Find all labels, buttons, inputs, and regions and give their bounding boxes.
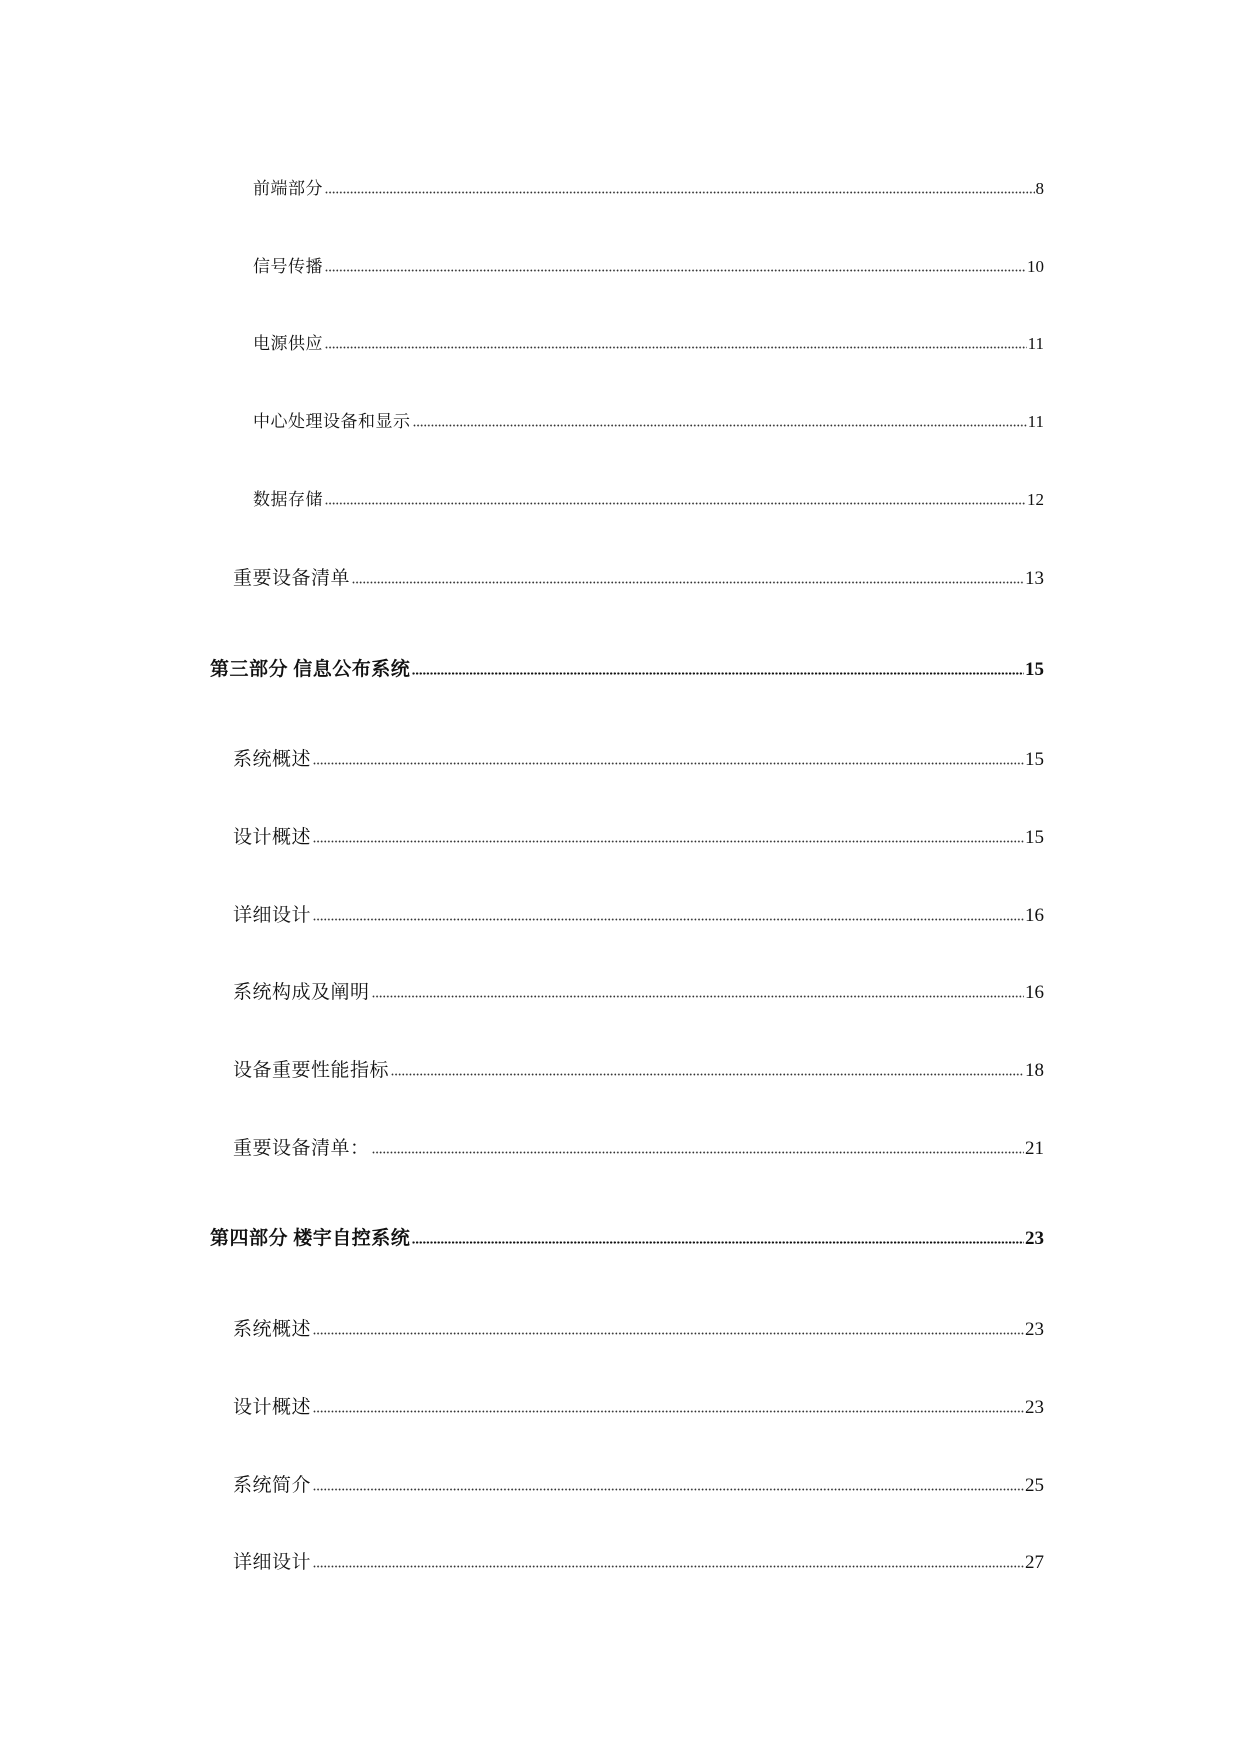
toc-entry-title: 重要设备清单 [233,568,351,589]
dot-leader [313,1565,1024,1568]
dot-leader [313,1332,1024,1335]
toc-entry-title: 第四部分 楼宇自控系统 [210,1228,411,1249]
dot-leader [391,1073,1024,1076]
toc-entry-title: 电源供应 [253,334,323,353]
toc-page-number: 15 [1025,827,1044,848]
toc-entry [233,1137,1044,1161]
toc-page-number: 23 [1025,1319,1044,1340]
toc-page-number: 21 [1025,1138,1044,1159]
toc-page-number: 27 [1025,1552,1044,1573]
toc-entry-title: 系统概述 [233,1319,312,1340]
toc-entry-title: 设计概述 [233,1397,312,1418]
toc-entry [233,826,1044,850]
toc-entry-title: 信号传播 [253,257,323,276]
toc-page-number: 15 [1025,659,1044,680]
toc-entry [253,177,1044,201]
toc-page-number: 10 [1027,257,1044,276]
toc-entry [233,904,1044,928]
toc-page-number: 11 [1027,412,1044,431]
dot-leader [325,502,1026,505]
toc-entry [233,1551,1044,1575]
toc-part-heading [210,658,1044,682]
toc-entry-title: 详细设计 [233,1552,312,1573]
toc-entry-title: 前端部分 [253,179,323,198]
toc-entry [253,410,1044,434]
dot-leader [372,1151,1024,1154]
toc-entry-title: 系统概述 [233,749,312,770]
dot-leader [412,1241,1024,1244]
toc-page-number: 18 [1025,1060,1044,1081]
toc-page-number: 16 [1025,982,1044,1003]
toc-entry-title: 第三部分 信息公布系统 [210,659,411,680]
toc-entry [253,488,1044,512]
toc-page-number: 16 [1025,905,1044,926]
toc-entry-title: 重要设备清单： [233,1138,370,1159]
dot-leader [313,762,1024,765]
dot-leader [352,581,1024,584]
toc-page-number: 11 [1027,334,1044,353]
toc-entry [233,1059,1044,1083]
dot-leader [325,346,1027,349]
toc-entry [253,255,1044,279]
toc-entry [233,567,1044,591]
toc-page-number: 8 [1035,179,1044,198]
dot-leader [313,1488,1024,1491]
toc-entry [233,1474,1044,1498]
dot-leader [413,424,1027,427]
toc-entry-title: 设计概述 [233,827,312,848]
toc-entry-title: 设备重要性能指标 [233,1060,390,1081]
toc-page-number: 25 [1025,1475,1044,1496]
toc-entry-title: 详细设计 [233,905,312,926]
dot-leader [372,995,1024,998]
dot-leader [325,269,1026,272]
dot-leader [313,1410,1024,1413]
dot-leader [412,672,1024,675]
toc-entry-title: 系统简介 [233,1475,312,1496]
dot-leader [313,840,1024,843]
toc-page-number: 12 [1027,490,1044,509]
toc-page-number: 23 [1025,1397,1044,1418]
toc-entry-title: 系统构成及阐明 [233,982,370,1003]
toc-entry [233,748,1044,772]
toc-page-number: 13 [1025,568,1044,589]
toc-page-number: 15 [1025,749,1044,770]
toc-entry [253,332,1044,356]
toc-entry-title: 中心处理设备和显示 [253,412,411,431]
toc-entry-title: 数据存储 [253,490,323,509]
toc-page-number: 23 [1025,1228,1044,1249]
toc-entry [233,981,1044,1005]
dot-leader [313,918,1024,921]
dot-leader [325,191,1035,194]
toc-entry [233,1396,1044,1420]
toc-entry [233,1318,1044,1342]
toc-part-heading [210,1227,1044,1251]
